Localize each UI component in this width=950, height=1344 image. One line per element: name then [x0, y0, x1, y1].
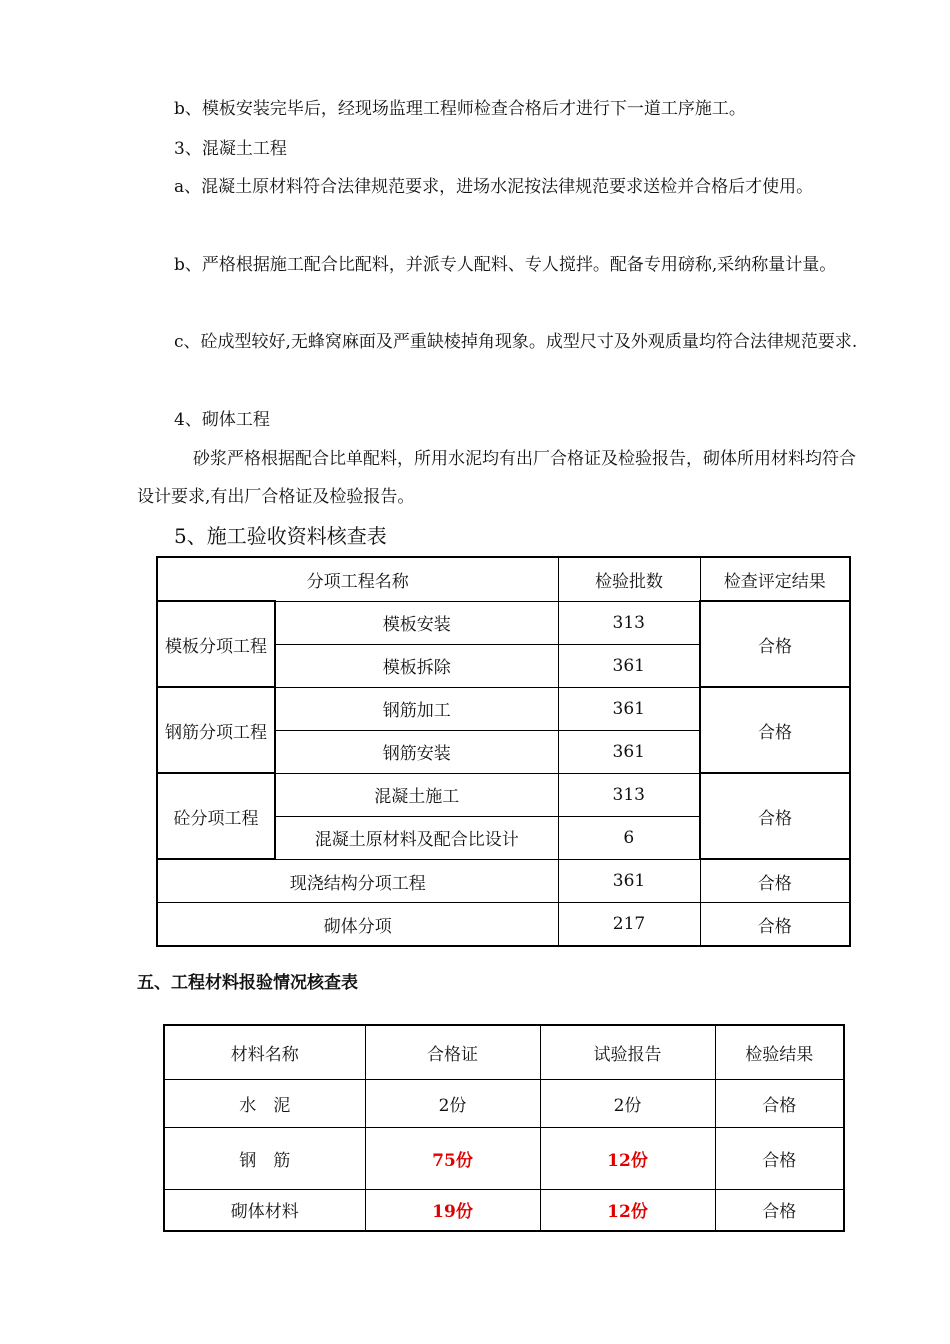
- table-row: [157, 859, 850, 903]
- table-row: [164, 1189, 844, 1231]
- item-name: 钢筋安装: [275, 730, 558, 773]
- section5-title: 5、施工验收资料核查表: [174, 524, 387, 548]
- paragraph-template-inspection: b、模板安装完毕后，经现场监理工程师检查合格后才进行下一道工序施工。: [174, 99, 746, 119]
- item-count: 361: [558, 730, 700, 773]
- table-header-row: [157, 557, 850, 601]
- single-item-name: 砌体分项: [157, 903, 558, 947]
- item-count: 313: [558, 773, 700, 816]
- table-header-row: [164, 1025, 844, 1079]
- paragraph-mix-ratio: b、严格根据施工配合比配料，并派专人配料、专人搅拌。配备专用磅称,采纳称量计量。: [174, 255, 837, 275]
- group-name: 模板分项工程: [157, 601, 275, 687]
- item-name: 钢筋加工: [275, 687, 558, 730]
- material-result: 合格: [715, 1079, 844, 1127]
- header-test-report: 试验报告: [540, 1025, 715, 1079]
- material-name: 钢 筋: [164, 1127, 365, 1189]
- section-five-title: 五、工程材料报验情况核查表: [137, 973, 358, 993]
- single-item-count: 217: [558, 903, 700, 947]
- single-item-result: 合格: [700, 903, 850, 947]
- material-certificate: 19份: [365, 1189, 540, 1231]
- material-certificate: 2份: [365, 1079, 540, 1127]
- header-material-name: 材料名称: [164, 1025, 365, 1079]
- group-result: 合格: [700, 773, 850, 859]
- material-certificate: 75份: [365, 1127, 540, 1189]
- header-result: 检查评定结果: [700, 557, 850, 601]
- heading-masonry-works: 4、砌体工程: [174, 410, 270, 430]
- paragraph-mortar: 砂浆严格根据配合比单配料，所用水泥均有出厂合格证及检验报告，砌体所用材料均符合设计要求,有出厂合格证及检验报告。: [137, 449, 856, 507]
- material-result: 合格: [715, 1189, 844, 1231]
- single-item-result: 合格: [700, 859, 850, 903]
- table-row: [164, 1079, 844, 1127]
- item-name: 模板拆除: [275, 644, 558, 687]
- single-item-count: 361: [558, 859, 700, 903]
- material-name: 水 泥: [164, 1079, 365, 1127]
- material-report: 2份: [540, 1079, 715, 1127]
- paragraph-concrete-quality: c、砼成型较好,无蜂窝麻面及严重缺棱掉角现象。成型尺寸及外观质量均符合法律规范要求.: [174, 332, 858, 352]
- item-count: 361: [558, 687, 700, 730]
- single-item-name: 现浇结构分项工程: [157, 859, 558, 903]
- acceptance-data-table: [156, 556, 851, 947]
- item-name: 混凝土施工: [275, 773, 558, 816]
- table-row: [164, 1127, 844, 1189]
- item-name: 混凝土原材料及配合比设计: [275, 816, 558, 859]
- table-row: [157, 601, 850, 644]
- group-name: 砼分项工程: [157, 773, 275, 859]
- material-inspection-table: [163, 1024, 845, 1232]
- header-subitem-name: 分项工程名称: [157, 557, 558, 601]
- item-name: 模板安装: [275, 601, 558, 644]
- item-count: 361: [558, 644, 700, 687]
- item-count: 6: [558, 816, 700, 859]
- group-result: 合格: [700, 687, 850, 773]
- group-result: 合格: [700, 601, 850, 687]
- table-row: [157, 773, 850, 816]
- material-report: 12份: [540, 1189, 715, 1231]
- header-batch-count: 检验批数: [558, 557, 700, 601]
- material-report: 12份: [540, 1127, 715, 1189]
- table-row: [157, 903, 850, 947]
- group-name: 钢筋分项工程: [157, 687, 275, 773]
- header-inspection-result: 检验结果: [715, 1025, 844, 1079]
- heading-concrete-works: 3、混凝土工程: [174, 139, 287, 159]
- paragraph-concrete-materials: a、混凝土原材料符合法律规范要求，进场水泥按法律规范要求送检并合格后才使用。: [174, 177, 814, 197]
- table-row: [157, 687, 850, 730]
- material-result: 合格: [715, 1127, 844, 1189]
- material-name: 砌体材料: [164, 1189, 365, 1231]
- item-count: 313: [558, 601, 700, 644]
- header-certificate: 合格证: [365, 1025, 540, 1079]
